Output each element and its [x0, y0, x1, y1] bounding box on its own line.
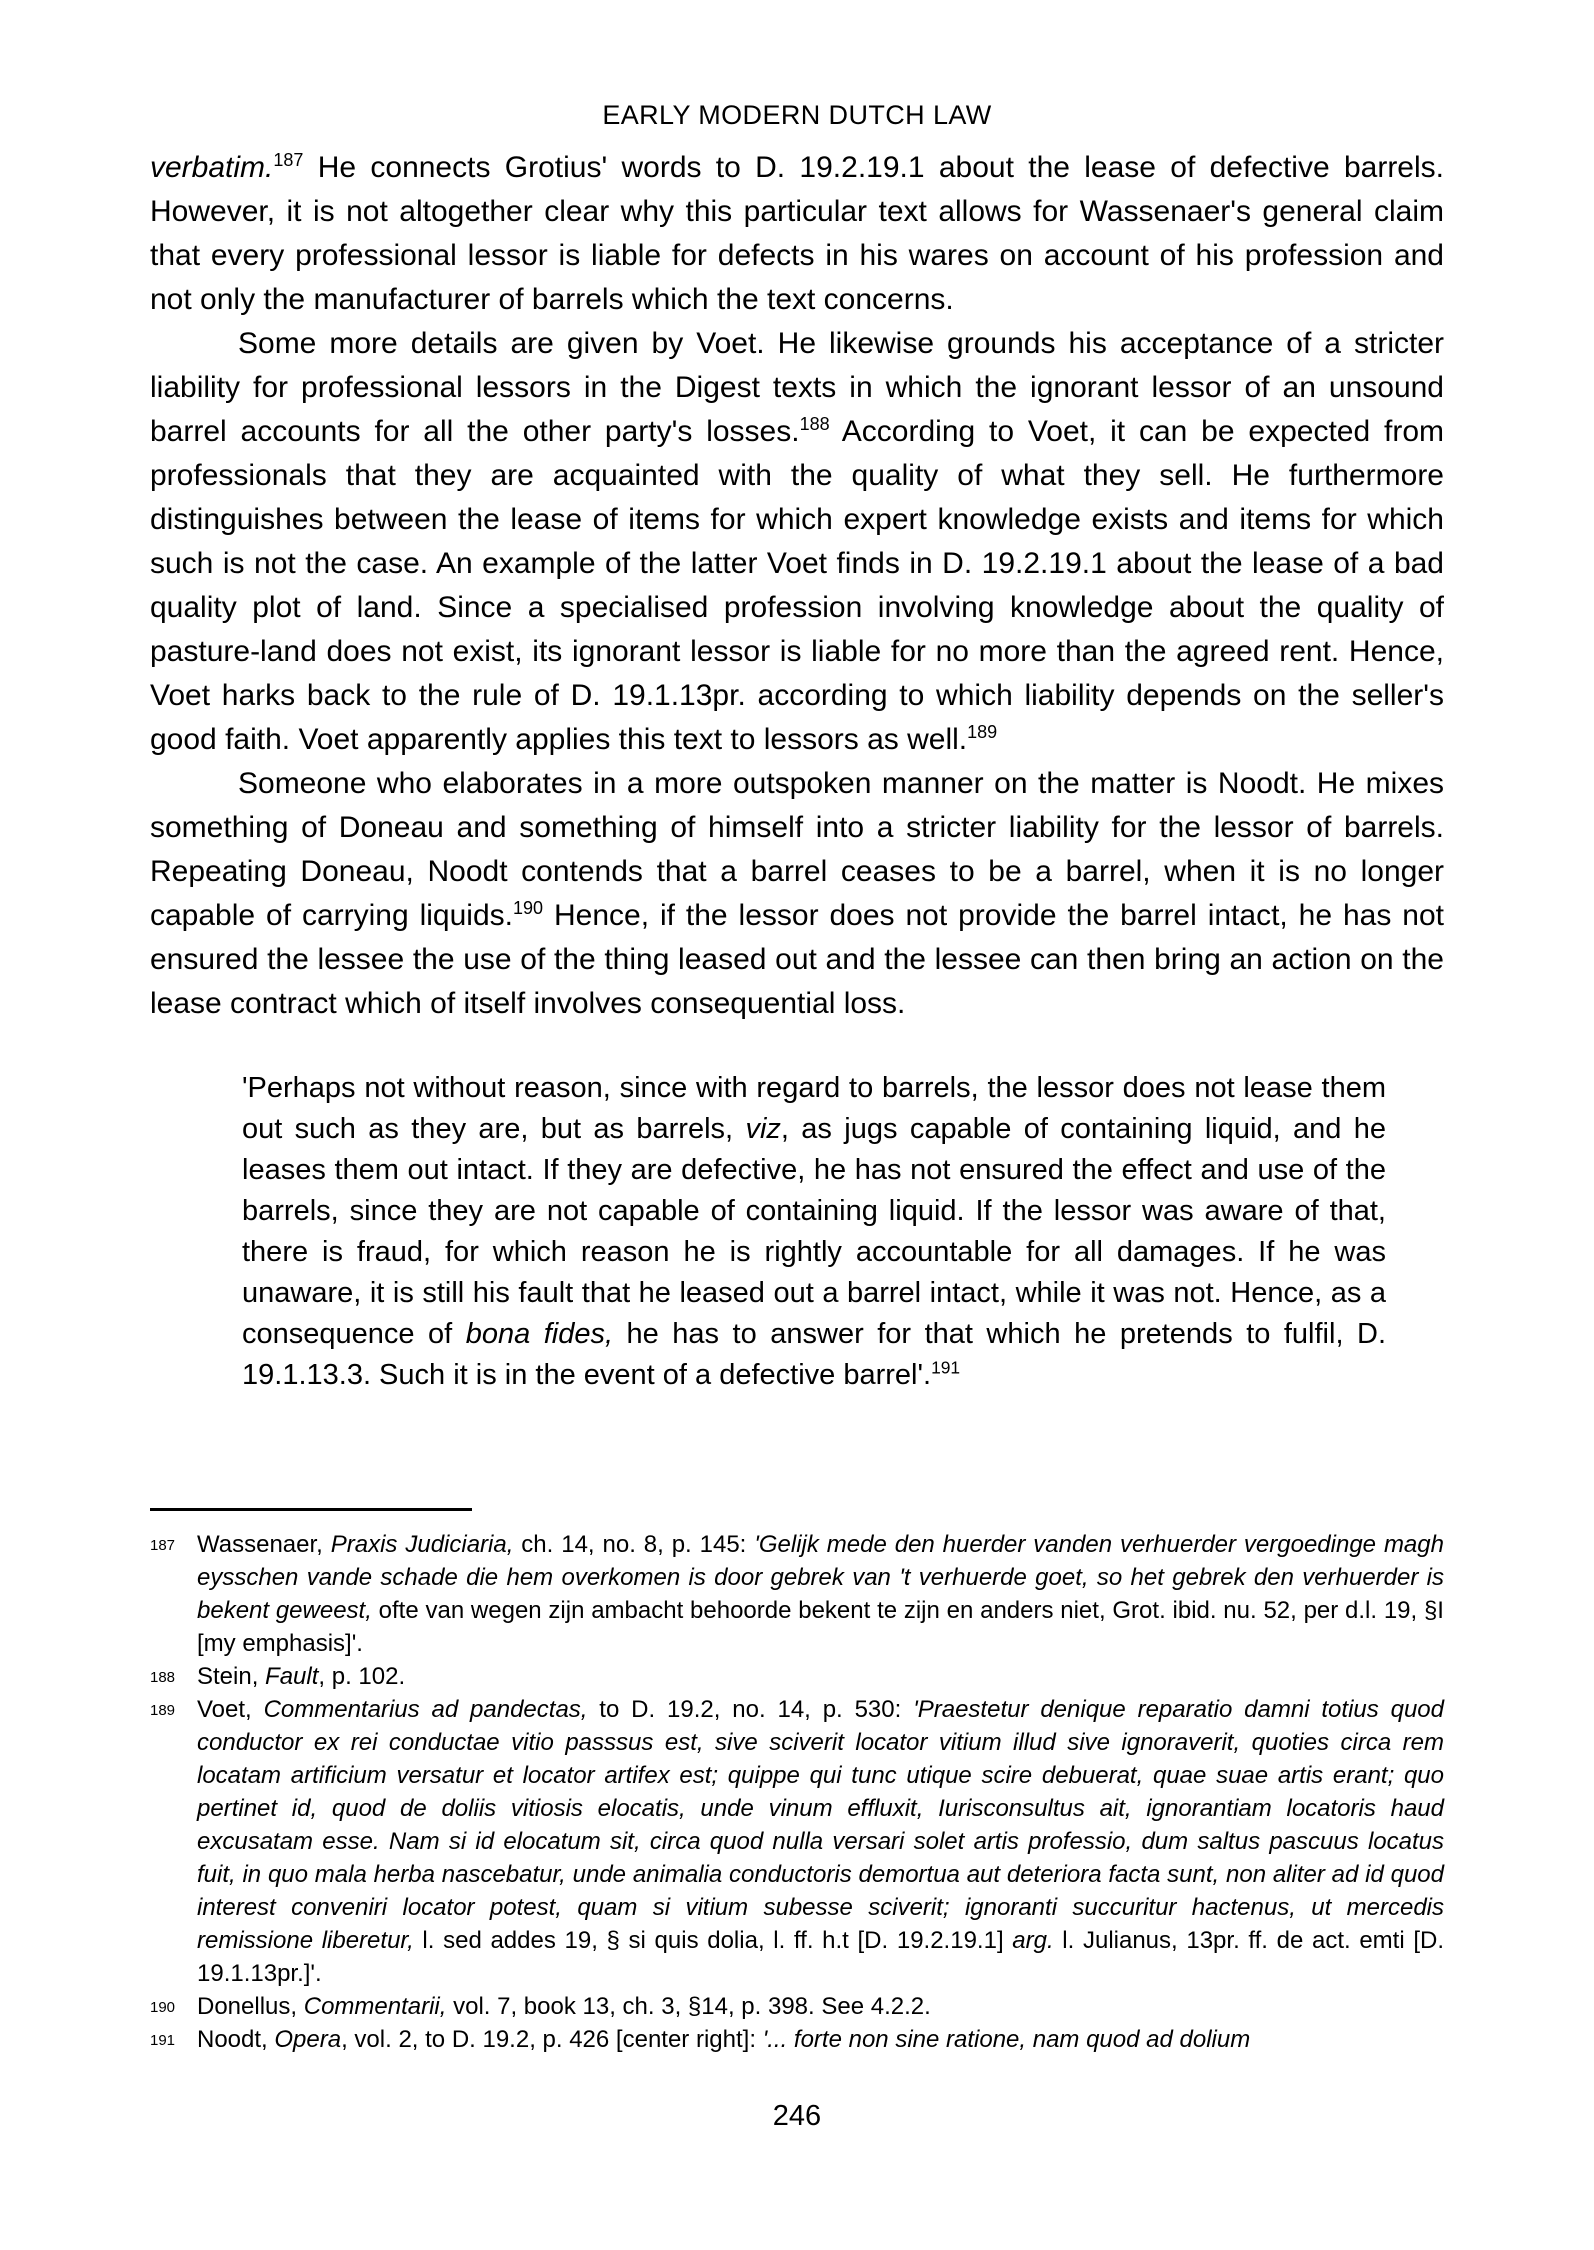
- footnote-189: [150, 1693, 1444, 1990]
- footnotes-section: [150, 1528, 1444, 2056]
- paragraph-noodt: Someone who elaborates in a more outspoken manner on the matter is Noodt. He mixes something of Doneau and something of himself into a stricter liability for the lessor of barrels. Repeating Doneau, Noodt contends that a barrel ceases to be a barrel, when it is no longer capable of carrying liquids.$^{190}$ Hence, if the lessor does not provide the barrel intact, he has not ensured the lessee the use of the thing leased out and the lessee can then bring an action on the lease contract which of itself involves consequential loss.: [150, 767, 1444, 1020]
- page-number: 246: [772, 2100, 822, 2132]
- footnote-marker: 191: [150, 2032, 176, 2049]
- footnote-text: Stein, Fault, p. 102.: [197, 1663, 406, 1690]
- footnote-marker: 187: [150, 1537, 176, 1554]
- running-head: EARLY MODERN DUTCH LAW: [602, 100, 992, 130]
- footnote-text: Donellus, Commentarii, vol. 7, book 13, ch. 3, §14, p. 398. See 4.2.2.: [197, 1993, 931, 2020]
- footnote-separator: [150, 1508, 472, 1511]
- paragraph-verbatim: verbatim.$^{187}$ He connects Grotius' words to D. 19.2.19.1 about the lease of defective barrels. However, it is not altogether clear why this particular text allows for Wassenaer's general claim that every professional lessor is liable for defects in his wares on account of his profession and not only the manufacturer of barrels which the text concerns.: [150, 150, 1444, 316]
- footnote-marker: 190: [150, 1999, 176, 2016]
- footnote-191: [150, 2023, 1444, 2056]
- footnote-188: [150, 1660, 1444, 1693]
- footnote-187: [150, 1528, 1444, 1660]
- footnote-text: Noodt, Opera, vol. 2, to D. 19.2, p. 426 [center right]: '... forte non sine ratione, nam quod ad dolium: [197, 2026, 1251, 2053]
- footnote-text: Voet, Commentarius ad pandectas, to D. 19.2, no. 14, p. 530: 'Praestetur denique reparatio damni totius quod conductor ex rei conductae vitio passsus est, sive sciverit locator vitium illud sive ignoraverit, quoties circa rem locatam artificium versatur et locator artifex est; quippe qui tunc utique scire debuerat, quae suae artis erant; quo pertinet id, quod de doliis vitiosis elocatis, unde vinum effluxit, Iurisconsultus ait, ignorantiam locatoris haud excusatam esse. Nam si id elocatum sit, circa quod nulla versari solet artis professio, dum saltus pascuus locatus fuit, in quo mala herba nascebatur, unde animalia conductoris demortua aut deteriora facta sunt, non aliter ad id quod interest conveniri locator potest, quam si vitium subesse sciverit; ignoranti succuritur hactenus, ut mercedis remissione liberetur, l. sed addes 19, § si quis dolia, l. ff. h.t [D. 19.2.19.1] arg. l. Julianus, 13pr. ff. de act. emti [D. 19.1.13pr.]'.: [197, 1696, 1445, 1987]
- footnote-marker: 188: [150, 1669, 176, 1686]
- footnote-text: Wassenaer, Praxis Judiciaria, ch. 14, no. 8, p. 145: 'Gelijk mede den huerder vanden verhuerder vergoedinge magh eysschen vande schade die hem overkomen is door gebrek van 't verhuerde goet, so het gebrek den verhuerder is bekent geweest, ofte van wegen zijn ambacht behoorde bekent te zijn en anders niet, Grot. ibid. nu. 52, per d.l. 19, §I [my emphasis]'.: [197, 1531, 1444, 1657]
- main-text: [150, 146, 1444, 1396]
- footnote-marker: 189: [150, 1702, 176, 1719]
- paragraph-voet: Some more details are given by Voet. He likewise grounds his acceptance of a stricter liability for professional lessors in the Digest texts in which the ignorant lessor of an unsound barrel accounts for all the other party's losses.$^{188}$ According to Voet, it can be expected from professionals that they are acquainted with the quality of what they sell. He furthermore distinguishes between the lease of items for which expert knowledge exists and items for which such is not the case. An example of the latter Voet finds in D. 19.2.19.1 about the lease of a bad quality plot of land. Since a specialised profession involving knowledge about the quality of pasture-land does not exist, its ignorant lessor is liable for no more than the agreed rent. Hence, Voet harks back to the rule of D. 19.1.13pr. according to which liability depends on the seller's good faith. Voet apparently applies this text to lessors as well.$^{189}$: [150, 327, 1444, 756]
- footnote-190: [150, 1990, 1444, 2023]
- block-quote: 'Perhaps not without reason, since with regard to barrels, the lessor does not lease them out such as they are, but as barrels, viz, as jugs capable of containing liquid, and he leases them out intact. If they are defective, he has not ensured the effect and use of the barrels, since they are not capable of containing liquid. If the lessor was aware of that, there is fraud, for which reason he is rightly accountable for all damages. If he was unaware, it is still his fault that he leased out a barrel intact, while it was not. Hence, as a consequence of bona fides, he has to answer for that which he pretends to fulfil, D. 19.1.13.3. Such it is in the event of a defective barrel'.$^{191}$: [242, 1072, 1387, 1391]
